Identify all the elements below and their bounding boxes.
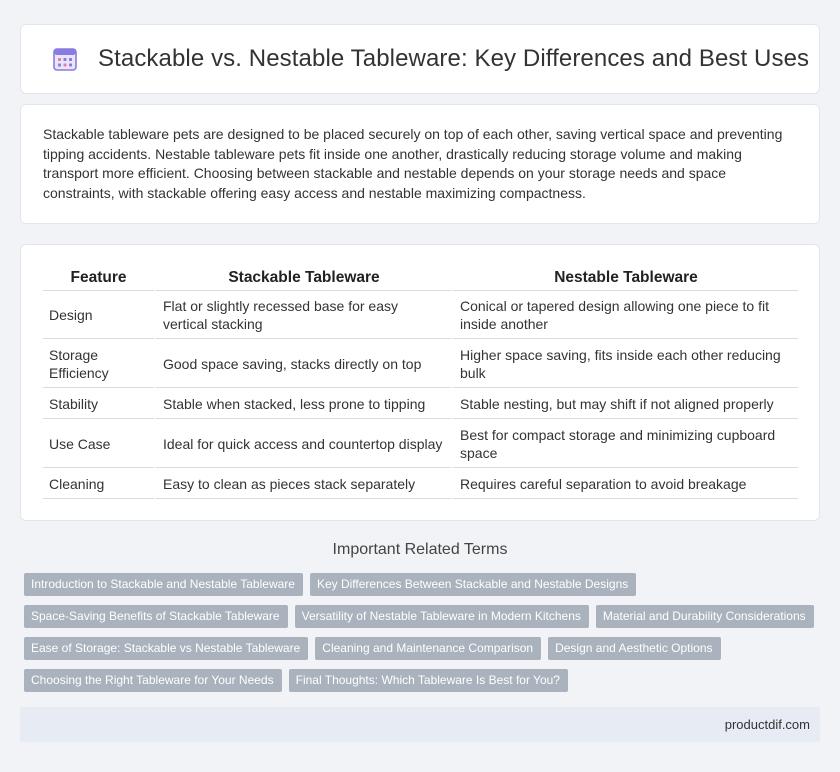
footer-site-link[interactable]: productdif.com — [724, 717, 810, 732]
table-cell-nestable: Higher space saving, fits inside each other reducing bulk — [451, 339, 798, 388]
related-terms-list — [24, 573, 824, 692]
table-cell-feature: Stability — [43, 388, 154, 419]
comparison-table — [43, 265, 798, 499]
column-header-feature: Feature — [43, 265, 154, 291]
related-term-tag[interactable]: Final Thoughts: Which Tableware Is Best for You? — [289, 669, 568, 692]
table-row — [43, 419, 798, 468]
page-header — [20, 24, 820, 94]
table-cell-feature: Use Case — [43, 419, 154, 468]
related-term-tag[interactable]: Design and Aesthetic Options — [548, 637, 720, 660]
page-title: Stackable vs. Nestable Tableware: Key Differences and Best Uses — [98, 45, 810, 72]
related-term-tag[interactable]: Cleaning and Maintenance Comparison — [315, 637, 541, 660]
calendar-icon — [52, 46, 78, 72]
page-footer — [20, 707, 820, 742]
table-cell-nestable: Stable nesting, but may shift if not aligned properly — [451, 388, 798, 419]
related-term-tag[interactable]: Choosing the Right Tableware for Your Needs — [24, 669, 282, 692]
related-term-tag[interactable]: Key Differences Between Stackable and Nestable Designs — [310, 573, 636, 596]
related-term-tag[interactable]: Ease of Storage: Stackable vs Nestable Tableware — [24, 637, 308, 660]
related-term-tag[interactable]: Space-Saving Benefits of Stackable Tableware — [24, 605, 288, 628]
intro-section — [20, 104, 820, 224]
related-term-tag[interactable]: Material and Durability Considerations — [596, 605, 814, 628]
table-header-row — [43, 265, 798, 291]
table-cell-feature: Cleaning — [43, 468, 154, 499]
table-cell-nestable: Conical or tapered design allowing one piece to fit inside another — [451, 291, 798, 339]
table-cell-stackable: Good space saving, stacks directly on top — [154, 339, 451, 388]
intro-text: Stackable tableware pets are designed to be placed securely on top of each other, saving vertical space and preventing tipping accidents. Nestable tableware pets fit inside one another, drastically reducing storage volume and making transport more efficient. Choosing between stackable and nestable depends on your storage needs and space constraints, with stackable offering easy access and nestable maximizing compactness. — [43, 126, 783, 201]
table-row — [43, 339, 798, 388]
table-cell-stackable: Stable when stacked, less prone to tipping — [154, 388, 451, 419]
table-cell-feature: Design — [43, 291, 154, 339]
table-cell-stackable: Easy to clean as pieces stack separately — [154, 468, 451, 499]
table-cell-stackable: Ideal for quick access and countertop display — [154, 419, 451, 468]
table-row — [43, 388, 798, 419]
table-row — [43, 468, 798, 499]
related-term-tag[interactable]: Versatility of Nestable Tableware in Modern Kitchens — [295, 605, 589, 628]
related-terms-title: Important Related Terms — [332, 541, 508, 558]
column-header-nestable: Nestable Tableware — [451, 265, 798, 291]
table-cell-nestable: Best for compact storage and minimizing cupboard space — [451, 419, 798, 468]
table-cell-stackable: Flat or slightly recessed base for easy vertical stacking — [154, 291, 451, 339]
related-term-tag[interactable]: Introduction to Stackable and Nestable Tableware — [24, 573, 303, 596]
table-cell-feature: Storage Efficiency — [43, 339, 154, 388]
column-header-stackable: Stackable Tableware — [154, 265, 451, 291]
comparison-table-section — [20, 244, 820, 521]
table-cell-nestable: Requires careful separation to avoid breakage — [451, 468, 798, 499]
table-row — [43, 291, 798, 339]
